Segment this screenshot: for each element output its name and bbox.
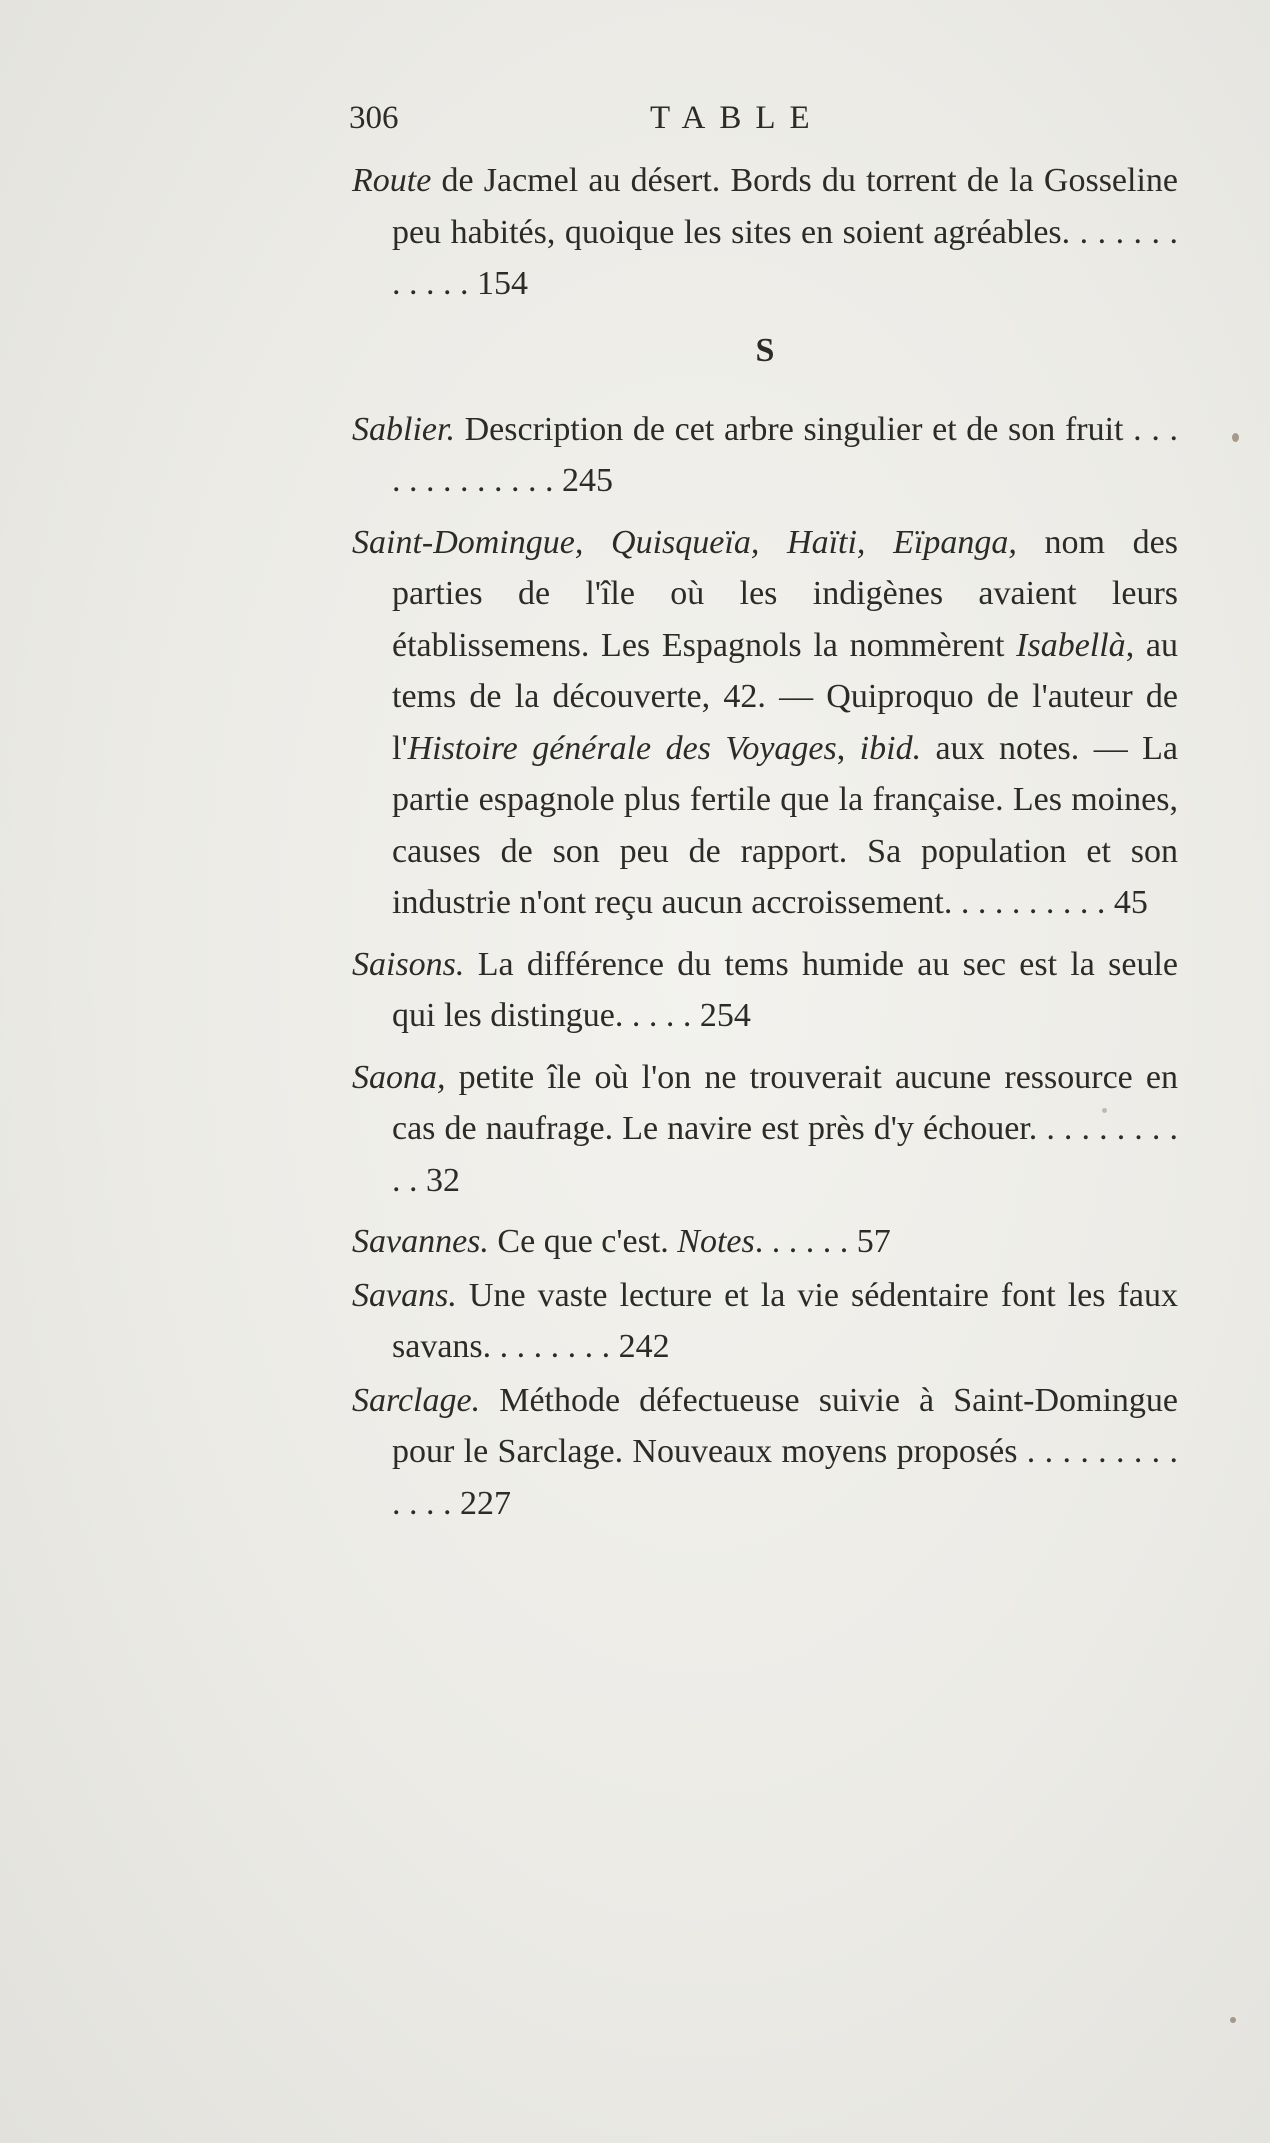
entry-headword: Route [352, 162, 432, 199]
running-title: TABLE [650, 100, 824, 136]
section-letter: S [755, 331, 775, 369]
entry-text: petite île où l'on ne trouverait aucune ressource en cas de naufrage. Le navire est près d'y échouer. . . . . . . . . . . [392, 1058, 1178, 1199]
page-header [349, 100, 1179, 150]
index-entry-saisons [352, 939, 1178, 1042]
entry-text: La différence du tems humide au sec est la seule qui les distingue. . . . . [392, 945, 1178, 1034]
entry-page-ref: 45 [1113, 884, 1148, 921]
entry-page-ref: 245 [562, 462, 613, 499]
entry-page-ref: 154 [477, 265, 528, 302]
foxing-spot [1230, 2017, 1236, 2023]
entry-headword: Savannes. [352, 1223, 489, 1260]
entry-text: Une vaste lecture et la vie sédentaire font les faux savans. . . . . . . . [392, 1276, 1178, 1365]
entry-text: , [836, 729, 860, 767]
entry-text: , au tems de la découverte, 42. — Quiproquo de l'auteur de l' [392, 626, 1178, 767]
entry-italic-text: Isabellà [1016, 626, 1126, 664]
index-entry-sarclage [352, 1375, 1178, 1530]
index-entry-saona [352, 1052, 1178, 1207]
entry-headword: Saona, [352, 1058, 446, 1096]
entry-italic-text: Histoire générale des Voyages [407, 729, 837, 767]
index-entry-sablier [352, 404, 1178, 507]
entry-page-ref: 227 [460, 1484, 511, 1522]
entry-headword: Savans. [352, 1276, 457, 1314]
entry-headword: Saint-Domingue, Quisqueïa, Haïti, Eïpanga, [352, 523, 1017, 561]
index-entry-route [352, 155, 1178, 310]
entry-page-ref: 57 [856, 1223, 891, 1260]
entry-page-ref: 242 [618, 1328, 670, 1365]
index-entry-savannes [352, 1216, 1178, 1268]
entry-headword: Saisons. [352, 945, 465, 983]
foxing-spot [1232, 433, 1239, 442]
entry-text: . . . . . . [754, 1223, 857, 1260]
entry-text: aux notes. — La partie espagnole plus fertile que la française. Les moines, causes de son peu de rapport. Sa population et son industrie n'ont reçu aucun accroissement. . . . . . . . . . [392, 729, 1179, 921]
entry-italic-text: Notes [677, 1223, 755, 1260]
entry-text: de Jacmel au désert. Bords du torrent de la Gosseline peu habités, quoique les sites en soient agréables. . . . . . . . . . . . [392, 162, 1178, 302]
entry-text: nom des parties de l'île où les indigènes avaient leurs établissemens. Les Espagnols la nommèrent [392, 523, 1178, 664]
index-entry-savans [352, 1270, 1178, 1373]
entry-text: Ce que c'est. [488, 1223, 678, 1260]
index-content [352, 155, 1178, 1529]
entry-headword: Sarclage. [352, 1381, 481, 1419]
entry-text: Description de cet arbre singulier et de son fruit . . . . . . . . . . . . . [392, 410, 1178, 499]
entry-headword: Sablier. [352, 410, 455, 448]
page-number: 306 [349, 100, 399, 136]
entry-page-ref: 32 [426, 1161, 460, 1199]
entry-text: Méthode défectueuse suivie à Saint-Domingue pour le Sarclage. Nouveaux moyens proposés . . . . . . . . . . . . . [392, 1381, 1178, 1522]
entry-italic-text: ibid. [859, 729, 922, 767]
entry-page-ref: 254 [699, 997, 751, 1034]
index-entry-saint-domingue [352, 517, 1178, 929]
